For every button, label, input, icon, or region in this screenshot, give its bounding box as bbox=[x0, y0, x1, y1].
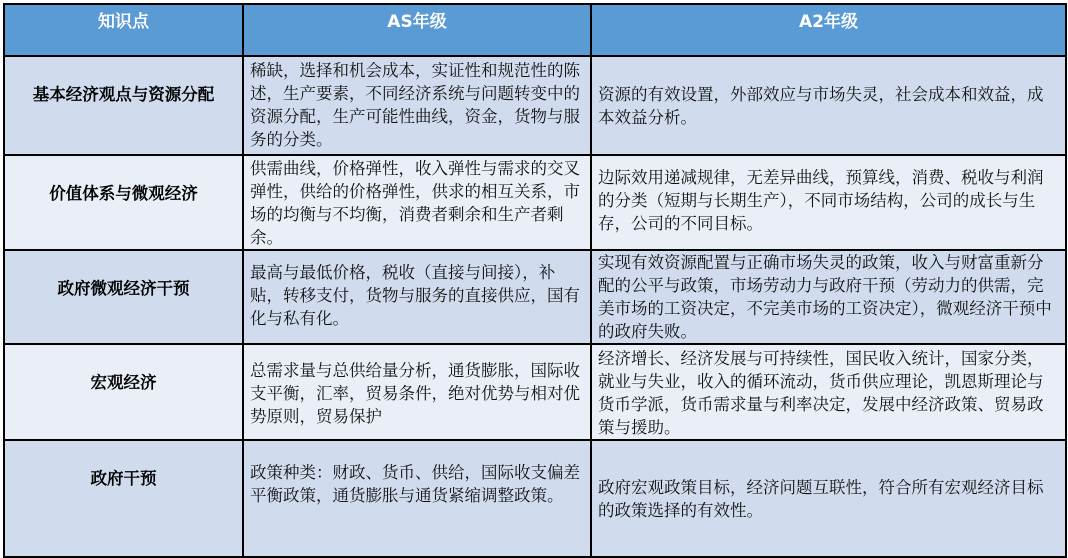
header-as: AS年级 bbox=[243, 4, 591, 56]
topic-cell: 政府微观经济干预 bbox=[4, 250, 243, 344]
table-row bbox=[4, 440, 1066, 557]
table-row bbox=[4, 56, 1066, 155]
table-row bbox=[4, 250, 1066, 344]
header-topic: 知识点 bbox=[4, 4, 243, 56]
as-cell: 政策种类：财政、货币、供给，国际收支偏差平衡政策，通货膨胀与通货紧缩调整政策。 bbox=[243, 440, 591, 557]
topic-cell: 基本经济观点与资源分配 bbox=[4, 56, 243, 155]
as-cell: 最高与最低价格，税收（直接与间接），补贴，转移支付，货物与服务的直接供应，国有化与私有化。 bbox=[243, 250, 591, 344]
syllabus-table bbox=[3, 3, 1067, 558]
a2-cell: 资源的有效设置，外部效应与市场失灵，社会成本和效益，成本效益分析。 bbox=[591, 56, 1066, 155]
as-cell: 总需求量与总供给量分析，通货膨胀，国际收支平衡，汇率，贸易条件，绝对优势与相对优势原则，贸易保护 bbox=[243, 344, 591, 440]
topic-cell: 宏观经济 bbox=[4, 344, 243, 440]
a2-cell: 实现有效资源配置与正确市场失灵的政策，收入与财富重新分配的公平与政策，市场劳动力与政府干预（劳动力的供需，完美市场的工资决定，不完美市场的工资决定），微观经济干预中的政府失败。 bbox=[591, 250, 1066, 344]
topic-cell: 政府干预 bbox=[4, 440, 243, 557]
a2-cell: 边际效用递减规律，无差异曲线，预算线，消费、税收与利润的分类（短期与长期生产），不同市场结构，公司的成长与生存，公司的不同目标。 bbox=[591, 155, 1066, 250]
as-cell: 供需曲线，价格弹性，收入弹性与需求的交叉弹性，供给的价格弹性，供求的相互关系，市场的均衡与不均衡，消费者剩余和生产者剩余。 bbox=[243, 155, 591, 250]
header-a2: A2年级 bbox=[591, 4, 1066, 56]
as-cell: 稀缺，选择和机会成本，实证性和规范性的陈述，生产要素，不同经济系统与问题转变中的资源分配，生产可能性曲线，资金，货物与服务的分类。 bbox=[243, 56, 591, 155]
header-row bbox=[4, 4, 1066, 56]
table-row bbox=[4, 344, 1066, 440]
table-row bbox=[4, 155, 1066, 250]
a2-cell: 经济增长、经济发展与可持续性，国民收入统计，国家分类，就业与失业，收入的循环流动，货币供应理论，凯恩斯理论与货币学派，货币需求量与利率决定，发展中经济政策、贸易政策与援助。 bbox=[591, 344, 1066, 440]
topic-cell: 价值体系与微观经济 bbox=[4, 155, 243, 250]
a2-cell: 政府宏观政策目标，经济问题互联性，符合所有宏观经济目标的政策选择的有效性。 bbox=[591, 440, 1066, 557]
